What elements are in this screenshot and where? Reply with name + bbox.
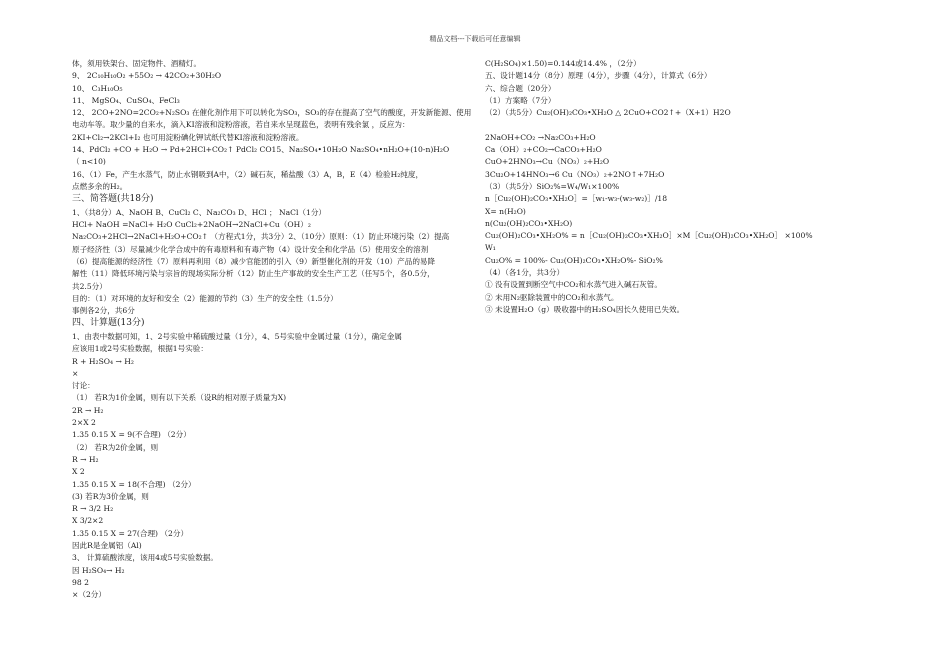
text-line: 原子经济性（3）尽量减少化学合成中的有毒原料和有毒产物（4）设计安全和化学品（5）使用安全的溶剂: [72, 244, 429, 254]
text-line: 因 H₂SO₄→ H₂: [72, 565, 125, 575]
text-line: CuO+2HNO₃→Cu（NO₃）₂+H₂O: [485, 157, 610, 167]
left-column: [72, 58, 472, 601]
text-line: 1、由表中数据可知，1、2号实验中稀硫酸过量（1分），4、5号实验中金属过量（1分），确定金属: [72, 331, 402, 341]
text-line: 1.35 0.15 X = 18(不合理) （2分）: [72, 479, 196, 489]
text-line: 16、（1）Fe，产生水蒸气，防止水钢吸到A中，（2）碱石灰，稀盐酸（3）A，B，E（4）检验H₂纯度，: [72, 169, 424, 179]
text-line: Na₂CO₃+2HCl→2NaCl+H₂O+CO₂↑ （方程式1分，共3分）2、（10分）原则：（1）防止环境污染（2）提高: [72, 232, 450, 242]
text-line: 事例各2分，共6分: [72, 306, 135, 316]
section-heading: 四、计算题(13分): [72, 318, 145, 329]
text-line: 2R → H₂: [72, 405, 104, 415]
text-line: X= n(H₂O): [485, 206, 526, 216]
text-line: （1）方案略（7分）: [485, 95, 556, 105]
text-line: 点燃多余的H₂。: [72, 181, 128, 191]
text-line: Cu₂(OH)₂CO₃•XH₂O% = n［Cu₂(OH)₂CO₃•XH₂O］×M［Cu₂(OH)₂CO₃•XH₂O］ ×100%: [485, 231, 813, 241]
text-line: 3、 计算硫酸浓度，该用4或5号实验数据。: [72, 553, 218, 563]
text-line: n［Cu₂(OH)₂CO₃•XH₂O］=［w₁-w₃-(w₃-w₂)］/18: [485, 194, 668, 204]
text-line: 2KI+Cl₂→2KCl+I₂ 也可用淀粉碘化钾试纸代替KI溶液和淀粉溶液。: [72, 132, 304, 142]
text-line: （4）（各1分，共3分）: [485, 268, 565, 278]
section-heading: 三、简答题(共18分): [72, 194, 154, 205]
text-line: 六、综合题（20分）: [485, 83, 556, 93]
text-line: X 3/2×2: [72, 516, 104, 526]
right-column: [485, 58, 885, 316]
text-line: ×: [72, 368, 79, 378]
text-line: 9、 2C₁₀H₁₀O₂ +55O₂ → 42CO₂+30H₂O: [72, 71, 222, 81]
text-line: （ n<10): [72, 157, 106, 167]
text-line: ③ 未设置H₂O（g）吸收器中的H₂SO₄因长久使用已失效。: [485, 304, 685, 314]
text-line: （2）（共5分）Cu₂(OH)₂CO₃•XH₂O △ 2CuO+CO2↑+（X+1）H2O: [485, 108, 731, 118]
text-line: C(H₂SO₄)×1.50)=0.144或14.4% ，（2分）: [485, 59, 641, 68]
text-line: HCl+ NaOH =NaCl+ H₂O CuCl₂+2NaOH→2NaCl+Cu（OH）₂: [72, 220, 311, 230]
text-line: （3）（共5分）SiO₂%=W₄/W₁×100%: [485, 181, 620, 191]
text-line: 11、 MgSO₄、CuSO₄、FeCl₃: [72, 95, 180, 105]
text-line: 解性（11）降低环境污染与宗旨的现场实际分析（12）防止生产事故的安全生产工艺（任写5个，各0.5分，: [72, 269, 435, 279]
text-line: 98 2: [72, 577, 89, 587]
text-line: 3Cu₂O+14HNO₃→6 Cu（NO₃）₂+2NO↑+7H₂O: [485, 169, 665, 179]
text-line: [485, 119, 885, 131]
text-line: 因此R是金属铝（Al): [72, 540, 142, 550]
text-line: X 2: [72, 467, 85, 477]
text-line: ② 未用N₂驱除装置中的CO₂和水蒸气。: [485, 292, 619, 302]
text-line: 讨论：: [72, 381, 95, 391]
text-line: 电动车等。取少量的自来水，滴入KI溶液和淀粉溶液，若自来水呈现蓝色，表明有残余氯 ，反应为：: [72, 120, 410, 130]
text-line: 2×X 2: [72, 418, 96, 428]
text-line: Ca（OH）₂+CO₂→CaCO₃+H₂O: [485, 145, 602, 155]
text-line: 14、PdCl₂ +CO + H₂O → Pd+2HCl+CO₂↑ PdCl₂ CO15、Na₂SO₄•10H₂O Na₂SO₄•nH₂O+(10-n)H₂O: [72, 145, 450, 155]
text-line: ① 没有设置到断空气中CO₂和水蒸气进入碱石灰管。: [485, 280, 662, 290]
text-line: （2） 若R为2价金属，则: [72, 442, 159, 452]
text-line: R + H₂SO₄ → H₂: [72, 356, 134, 366]
page-header: 精品文档---下载后可任意编辑: [429, 35, 521, 43]
text-line: ×（2分）: [72, 590, 106, 600]
text-line: n(Cu₂(OH)₂CO₃•XH₂O): [485, 218, 573, 228]
text-line: 1.35 0.15 X = 27(合理) （2分）: [72, 528, 189, 538]
text-line: W₁: [485, 243, 496, 253]
text-line: 1、（共8分）A、NaOH B、CuCl₂ C、Na₂CO₃ D、HCl ； NaCl（1分）: [72, 207, 327, 217]
text-line: 五、设计题14分（8分）原理（4分），步骤（4分），计算式（6分）: [485, 71, 712, 81]
text-line: (3) 若R为3价金属，则: [72, 491, 149, 501]
text-line: （1） 若R为1价金属，则有以下关系（设R的相对原子质量为X): [72, 393, 287, 403]
text-line: 应该用1或2号实验数据，根据1号实验：: [72, 344, 208, 354]
text-line: （6）提高能源的经济性（7）原料再利用（8）减少官能团的引入（9）新型催化剂的开发（10）产品的易降: [72, 256, 436, 266]
text-line: Cu₂O% = 100%- Cu₂(OH)₂CO₃•XH₂O%- SiO₂%: [485, 255, 663, 265]
text-line: R → H₂: [72, 454, 99, 464]
text-line: 10、 C₃H₁₀O₅: [72, 83, 123, 93]
text-line: 2NaOH+CO₂ →Na₂CO₃+H₂O: [485, 132, 596, 142]
text-line: R → 3/2 H₂: [72, 504, 114, 514]
text-line: 12、 2CO+2NO=2CO₂+N₂SO₃ 在催化剂作用下可以转化为SO₃，SO₃的存在提高了空气的酸度，开发新能源、使用: [72, 108, 472, 118]
text-line: 目的：（1）对环境的友好和安全（2）能源的节约（3）生产的安全性（1.5分）: [72, 293, 338, 303]
text-line: 体，须用铁架台、固定物件、酒精灯。: [72, 59, 202, 68]
text-line: 1.35 0.15 X = 9(不合理) （2分）: [72, 430, 191, 440]
text-line: 共2.5分）: [72, 281, 107, 291]
